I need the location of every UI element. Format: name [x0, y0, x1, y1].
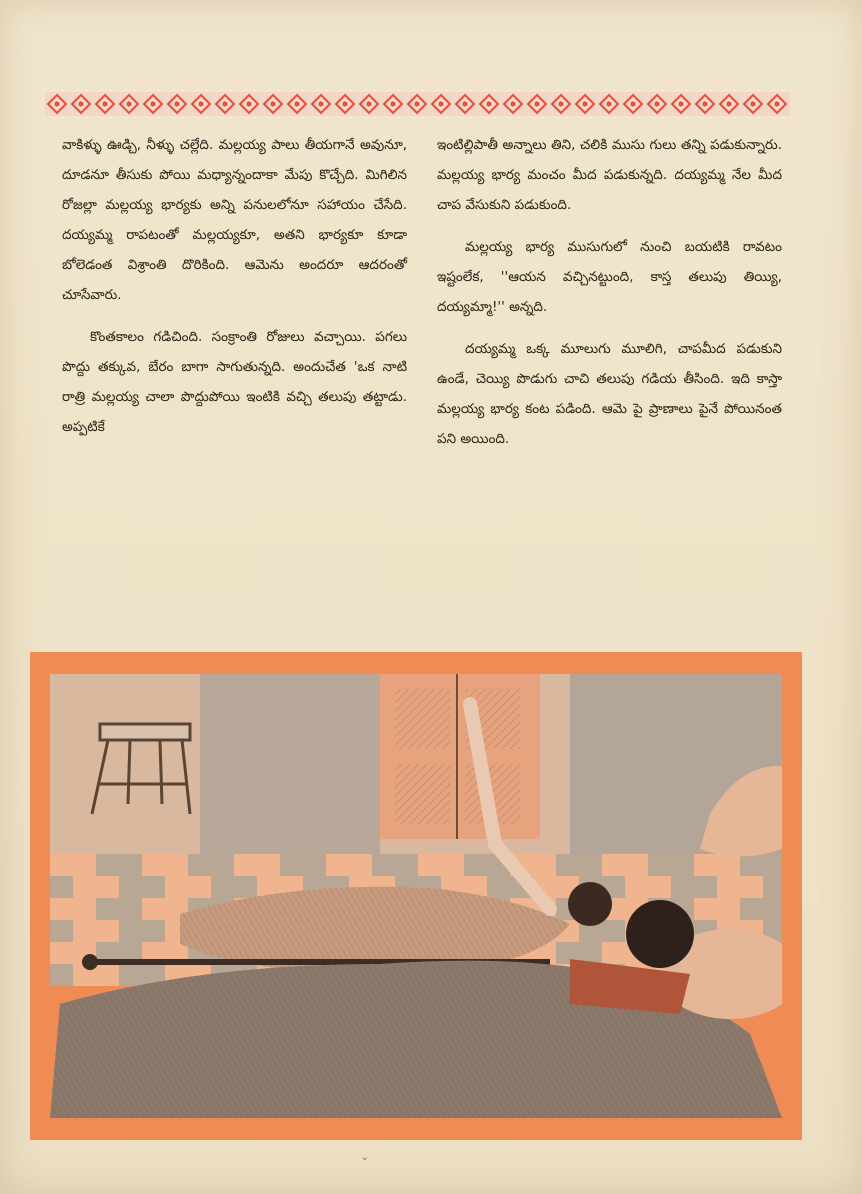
- floor-tile: [188, 854, 234, 876]
- ornament-dot: [751, 102, 756, 107]
- paragraph: వాకిళ్ళు ఊడ్చి, నీళ్ళు చల్లేది. మల్లయ్య పాలు తీయగానే అవునూ, దూడనూ తీసుకు పోయి మధ్యాన్నందాకా మేపు కొచ్చేది. మిగిలిన రోజల్లా మల్లయ్య భార్యకు అన్ని పనులలోనూ సహాయం చేసేది. దయ్యమ్మ రాపటంతో మల్లయ్యకూ, అతని భార్యకూ కూడా బోలెడంత విశ్రాంతి దొరికింది. ఆమెను అందరూ ఆదరంతో చూసేవారు.: [62, 137, 407, 303]
- floor-tile: [96, 898, 142, 920]
- paragraph: కొంతకాలం గడిచింది. సంక్రాంతి రోజులు వచ్చాయి. పగలు పొద్దు తక్కువ, బేరం బాగా సాగుతున్నది. అందుచేత 'ఒక నాటి రాత్రి మల్లయ్య చాలా పొద్దుపోయి ఇంటికి వచ్చి తలుపు తట్టాడు. అప్పటికే: [62, 329, 407, 435]
- ornament-dot: [55, 102, 60, 107]
- floor-tile: [694, 854, 740, 876]
- floor-tile: [73, 920, 119, 942]
- floor-tile: [648, 854, 694, 876]
- ornament-dot: [271, 102, 276, 107]
- floor-tile: [142, 854, 188, 876]
- print-speck: ⌄: [360, 1150, 370, 1163]
- ornament-dot: [559, 102, 564, 107]
- ornament-dot: [367, 102, 372, 107]
- floor-tile: [372, 854, 418, 876]
- floor-tile: [717, 876, 763, 898]
- ornament-dot: [631, 102, 636, 107]
- story-illustration: [30, 652, 802, 1140]
- floor-tile: [211, 876, 257, 898]
- ornament-dot: [487, 102, 492, 107]
- floor-tile: [234, 854, 280, 876]
- floor-tile: [73, 876, 119, 898]
- ornament-dot: [511, 102, 516, 107]
- floor-tile: [418, 854, 464, 876]
- ornament-dot: [583, 102, 588, 107]
- column-left: [62, 130, 407, 650]
- column-right: [437, 130, 782, 650]
- ornament-dot: [535, 102, 540, 107]
- illustration-drawing: [50, 674, 782, 1118]
- ornament-dot: [463, 102, 468, 107]
- article-body: [62, 130, 782, 650]
- ornament-dot: [655, 102, 660, 107]
- ornament-dot: [415, 102, 420, 107]
- ornament-dot: [439, 102, 444, 107]
- ornament-dot: [391, 102, 396, 107]
- wall-panel-gray: [200, 674, 380, 859]
- ornament-dot: [319, 102, 324, 107]
- floor-tile: [96, 854, 142, 876]
- floor-tile: [50, 898, 96, 920]
- floor-tile: [119, 876, 165, 898]
- ornament-dot: [703, 102, 708, 107]
- ornament-dot: [775, 102, 780, 107]
- ornament-dot: [103, 102, 108, 107]
- ornament-dot: [679, 102, 684, 107]
- floor-tile: [165, 876, 211, 898]
- floor-tile: [50, 920, 73, 942]
- floor-tile: [763, 876, 782, 898]
- floor-tile: [50, 964, 73, 986]
- ornamental-border: [45, 92, 790, 116]
- floor-tile: [50, 854, 96, 876]
- floor-tile: [625, 876, 671, 898]
- paragraph: ఇంటిల్లిపాతీ అన్నాలు తిని, చలికి ముసు గులు తన్ని పడుకున్నారు. మల్లయ్య భార్య మంచం మీద పడుకున్నది. దయ్యమ్మ నేల మీద చాప వేసుకుని పడుకుంది.: [437, 137, 782, 213]
- ornament-dot: [727, 102, 732, 107]
- floor-tile: [740, 854, 782, 876]
- floor-tile: [50, 876, 73, 898]
- floor-tile: [326, 854, 372, 876]
- door: [380, 674, 540, 839]
- floor-tile: [671, 876, 717, 898]
- ornament-dot: [175, 102, 180, 107]
- ornament-dot: [199, 102, 204, 107]
- floor-tile: [280, 854, 326, 876]
- ornament-dot: [607, 102, 612, 107]
- paragraph: మల్లయ్య భార్య ముసుగులో నుంచి బయటికి రావటం ఇష్టంలేక, ''ఆయన వచ్చినట్టుంది, కాస్త తలుపు తియ్యి, దయ్యమ్మా!'' అన్నది.: [437, 239, 782, 315]
- floor-tile: [694, 898, 740, 920]
- ornament-dot: [247, 102, 252, 107]
- floor-tile: [602, 854, 648, 876]
- ornament-dot: [79, 102, 84, 107]
- floor-tile: [556, 854, 602, 876]
- floor-tile: [119, 920, 165, 942]
- ornament-dot: [151, 102, 156, 107]
- floor-tile: [740, 898, 782, 920]
- ornament-dot: [295, 102, 300, 107]
- ornament-dot: [343, 102, 348, 107]
- floor-tile: [73, 964, 119, 986]
- ornament-dot: [127, 102, 132, 107]
- paragraph: దయ్యమ్మ ఒక్క మూలుగు మూలిగి, చాపమీద పడుకుని ఉండే, చెయ్యి పొడుగు చాచి తలుపు గడియ తీసింది. ఇది కాస్తా మల్లయ్య భార్య కంట పడింది. ఆమె పై ప్రాణాలు పైనే పోయినంత పని అయింది.: [437, 341, 782, 447]
- ornament-dot: [223, 102, 228, 107]
